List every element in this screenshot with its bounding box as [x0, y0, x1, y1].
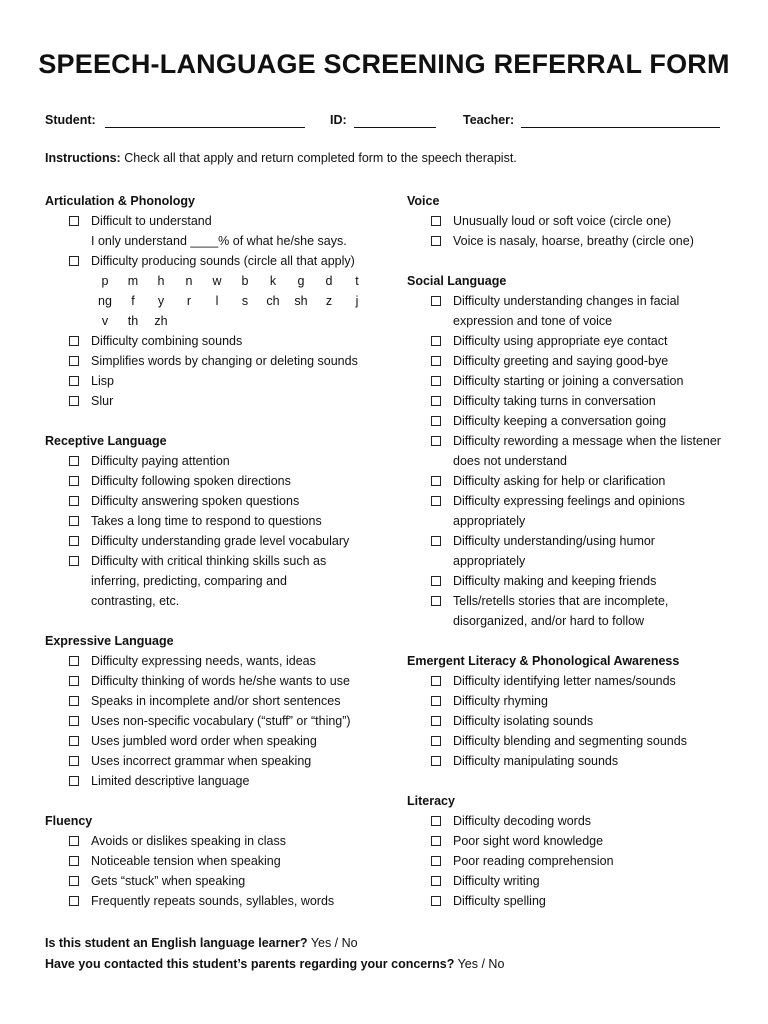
- checklist-item: [407, 291, 737, 331]
- sound-option[interactable]: v: [101, 314, 109, 328]
- teacher-label: Teacher:: [463, 113, 515, 127]
- item-label: Difficulty rewording a message when the listener does not understand: [453, 434, 721, 468]
- checkbox[interactable]: [69, 756, 79, 766]
- sounds-grid: [91, 271, 390, 331]
- item-label: Gets “stuck” when speaking: [91, 874, 246, 888]
- checklist-item: [407, 411, 737, 431]
- checklist-item: [407, 371, 737, 391]
- checklist-item: [45, 511, 390, 531]
- checkbox[interactable]: [431, 856, 441, 866]
- checkbox[interactable]: [431, 216, 441, 226]
- checklist-item: [45, 471, 390, 491]
- section-receptive-language: [45, 431, 390, 611]
- checklist-item: [45, 251, 390, 271]
- item-label: Poor reading comprehension: [453, 854, 614, 868]
- checklist-item: [45, 551, 390, 611]
- checkbox[interactable]: [69, 736, 79, 746]
- checkbox[interactable]: [431, 296, 441, 306]
- checkbox[interactable]: [431, 736, 441, 746]
- checkbox[interactable]: [431, 756, 441, 766]
- checklist-item: [407, 871, 737, 891]
- checklist-item: [407, 711, 737, 731]
- right-column: [407, 191, 737, 931]
- checklist-item: [45, 671, 390, 691]
- checkbox[interactable]: [431, 336, 441, 346]
- checkbox[interactable]: [69, 356, 79, 366]
- item-label: Noticeable tension when speaking: [91, 854, 281, 868]
- item-label: Lisp: [91, 374, 114, 388]
- item-label: Difficulty asking for help or clarification: [453, 474, 666, 488]
- checkbox[interactable]: [431, 876, 441, 886]
- item-label: Slur: [91, 394, 114, 408]
- section-heading: Voice: [407, 194, 440, 208]
- sound-option[interactable]: l: [215, 294, 219, 308]
- item-label: Difficulty making and keeping friends: [453, 574, 657, 588]
- item-label: Difficulty starting or joining a conversation: [453, 374, 684, 388]
- item-label: Difficulty answering spoken questions: [91, 494, 300, 508]
- sound-option[interactable]: g: [297, 274, 305, 288]
- section-heading: Articulation & Phonology: [45, 194, 195, 208]
- checklist-item: [45, 371, 390, 391]
- item-label: Uses jumbled word order when speaking: [91, 734, 317, 748]
- item-label: Difficulty isolating sounds: [453, 714, 594, 728]
- sound-option[interactable]: r: [186, 294, 192, 308]
- item-label: Tells/retells stories that are incomplete, disorganized, and/or hard to follow: [453, 594, 669, 628]
- item-label: Difficulty keeping a conversation going: [453, 414, 667, 428]
- item-label: Difficulty paying attention: [91, 454, 230, 468]
- item-label: Difficulty manipulating sounds: [453, 754, 619, 768]
- checklist-item: [407, 691, 737, 711]
- checklist-item: [407, 891, 737, 911]
- item-label: Avoids or dislikes speaking in class: [91, 834, 287, 848]
- checkbox[interactable]: [431, 416, 441, 426]
- item-label: Difficulty expressing feelings and opinions appropriately: [453, 494, 685, 528]
- sound-option[interactable]: p: [101, 274, 109, 288]
- id-label: ID:: [330, 113, 347, 127]
- item-label: Difficulty using appropriate eye contact: [453, 334, 668, 348]
- checkbox[interactable]: [431, 236, 441, 246]
- sound-option[interactable]: t: [355, 274, 359, 288]
- sound-option[interactable]: ng: [98, 294, 112, 308]
- question-ell: [45, 933, 504, 954]
- yes-no-answer[interactable]: Yes / No: [457, 957, 505, 971]
- question-parents-contacted: [45, 954, 504, 975]
- checklist-item: [45, 531, 390, 551]
- yes-no-answer[interactable]: Yes / No: [310, 936, 358, 950]
- checklist-item: [45, 651, 390, 671]
- checklist-item: [407, 531, 737, 571]
- understanding-percent-line: I only understand ____% of what he/she says.: [91, 234, 347, 248]
- checkbox[interactable]: [69, 656, 79, 666]
- item-label: Difficulty combining sounds: [91, 334, 243, 348]
- item-label: Difficulty decoding words: [453, 814, 592, 828]
- item-label: Difficulty understanding/using humor appropriately: [453, 534, 655, 568]
- item-label: Difficulty spelling: [453, 894, 546, 908]
- student-label: Student:: [45, 113, 96, 127]
- sounds-row: [91, 271, 390, 291]
- checkbox[interactable]: [69, 776, 79, 786]
- item-label: Difficulty greeting and saying good-bye: [453, 354, 669, 368]
- checkbox[interactable]: [431, 396, 441, 406]
- checkbox[interactable]: [69, 216, 79, 226]
- checkbox[interactable]: [69, 496, 79, 506]
- item-label: Limited descriptive language: [91, 774, 250, 788]
- checklist-item: [45, 351, 390, 371]
- checklist-item: [45, 711, 390, 731]
- sound-option[interactable]: sh: [294, 294, 308, 308]
- checklist-item: [407, 491, 737, 531]
- form-title: SPEECH-LANGUAGE SCREENING REFERRAL FORM: [38, 49, 730, 79]
- item-label: Difficulty understanding grade level vocabulary: [91, 534, 350, 548]
- section-heading: Social Language: [407, 274, 507, 288]
- item-label: Takes a long time to respond to questions: [91, 514, 322, 528]
- sound-option[interactable]: k: [269, 274, 277, 288]
- item-label: Uses non-specific vocabulary (“stuff” or “thing”): [91, 714, 351, 728]
- checklist-item: [45, 731, 390, 751]
- checklist-item: [45, 831, 390, 851]
- checklist-item: [407, 591, 737, 631]
- student-field[interactable]: [105, 127, 305, 128]
- sound-option[interactable]: th: [127, 314, 139, 328]
- checklist-item: [407, 851, 737, 871]
- checklist-item: [407, 431, 737, 471]
- item-label: Difficulty with critical thinking skills such as inferring, predicting, comparing and contrasting, etc.: [91, 554, 327, 608]
- instructions-text: Check all that apply and return completed form to the speech therapist.: [124, 151, 517, 165]
- section-fluency: [45, 811, 390, 911]
- checkbox[interactable]: [69, 256, 79, 266]
- sound-option[interactable]: b: [241, 274, 249, 288]
- checkbox[interactable]: [431, 716, 441, 726]
- section-heading: Expressive Language: [45, 634, 174, 648]
- checkbox[interactable]: [431, 356, 441, 366]
- item-label: Difficult to understand: [91, 214, 212, 228]
- section-expressive-language: [45, 631, 390, 791]
- id-field[interactable]: [354, 127, 436, 128]
- checkbox[interactable]: [431, 436, 441, 446]
- checklist-item: [45, 771, 390, 791]
- checklist-item: [407, 471, 737, 491]
- checkbox[interactable]: [69, 836, 79, 846]
- checkbox[interactable]: [69, 476, 79, 486]
- sound-option[interactable]: f: [131, 294, 135, 308]
- checklist-item: [407, 731, 737, 751]
- closing-questions: [45, 933, 504, 975]
- checkbox[interactable]: [431, 536, 441, 546]
- checkbox[interactable]: [431, 596, 441, 606]
- checklist-item: [45, 491, 390, 511]
- item-label: Uses incorrect grammar when speaking: [91, 754, 312, 768]
- sound-option[interactable]: j: [355, 294, 359, 308]
- section-literacy: [407, 791, 737, 911]
- checkbox[interactable]: [431, 676, 441, 686]
- section-heading: Emergent Literacy & Phonological Awareness: [407, 654, 680, 668]
- sounds-row: [91, 311, 390, 331]
- item-label: Difficulty understanding changes in facial expression and tone of voice: [453, 294, 680, 328]
- sound-option[interactable]: m: [127, 274, 139, 288]
- checklist-item: [407, 351, 737, 371]
- instructions: [45, 151, 517, 165]
- item-label: Simplifies words by changing or deleting sounds: [91, 354, 358, 368]
- checklist-item: [45, 891, 390, 911]
- checklist-item: [45, 391, 390, 411]
- sound-option[interactable]: ch: [266, 294, 280, 308]
- checklist-item: [407, 811, 737, 831]
- checkbox[interactable]: [431, 896, 441, 906]
- checklist-item: [407, 211, 737, 231]
- section-heading: Literacy: [407, 794, 455, 808]
- item-label: Difficulty identifying letter names/sounds: [453, 674, 676, 688]
- sound-option[interactable]: s: [241, 294, 249, 308]
- checkbox[interactable]: [431, 496, 441, 506]
- checklist-item: [407, 331, 737, 351]
- checklist-item: [407, 391, 737, 411]
- sounds-row: [91, 291, 390, 311]
- checkbox[interactable]: [69, 536, 79, 546]
- checklist-item: [45, 871, 390, 891]
- item-label: Difficulty taking turns in conversation: [453, 394, 656, 408]
- checklist-item: [407, 571, 737, 591]
- checkbox[interactable]: [69, 676, 79, 686]
- question-text: Have you contacted this student’s parents regarding your concerns?: [45, 957, 455, 971]
- checkbox[interactable]: [431, 816, 441, 826]
- item-label: Difficulty expressing needs, wants, ideas: [91, 654, 316, 668]
- checklist-item: [45, 331, 390, 351]
- section-heading: Receptive Language: [45, 434, 167, 448]
- checkbox[interactable]: [431, 376, 441, 386]
- checklist-item: [45, 691, 390, 711]
- item-label: Voice is nasaly, hoarse, breathy (circle one): [453, 234, 694, 248]
- sound-option[interactable]: zh: [154, 314, 168, 328]
- teacher-field[interactable]: [521, 127, 720, 128]
- sound-option[interactable]: h: [157, 274, 165, 288]
- checkbox[interactable]: [69, 336, 79, 346]
- checkbox[interactable]: [69, 876, 79, 886]
- item-label: Unusually loud or soft voice (circle one): [453, 214, 672, 228]
- item-label: Difficulty rhyming: [453, 694, 548, 708]
- checkbox[interactable]: [69, 716, 79, 726]
- section-voice: [407, 191, 737, 251]
- checklist-item: [45, 211, 390, 231]
- checkbox[interactable]: [69, 696, 79, 706]
- checkbox[interactable]: [69, 556, 79, 566]
- item-label: Difficulty writing: [453, 874, 540, 888]
- question-text: Is this student an English language learner?: [45, 936, 308, 950]
- checklist-item: [407, 231, 737, 251]
- sound-option[interactable]: y: [157, 294, 165, 308]
- item-label: Difficulty thinking of words he/she wants to use: [91, 674, 350, 688]
- item-label: Difficulty following spoken directions: [91, 474, 291, 488]
- checkbox[interactable]: [431, 836, 441, 846]
- section-social-language: [407, 271, 737, 631]
- checklist-item: [407, 671, 737, 691]
- sound-option[interactable]: d: [325, 274, 333, 288]
- item-label: Difficulty blending and segmenting sounds: [453, 734, 687, 748]
- checkbox[interactable]: [69, 856, 79, 866]
- left-column: [45, 191, 390, 931]
- checklist-item: [407, 831, 737, 851]
- section-articulation-phonology: [45, 191, 390, 411]
- item-label: Frequently repeats sounds, syllables, words: [91, 894, 335, 908]
- item-label: Poor sight word knowledge: [453, 834, 604, 848]
- sound-option[interactable]: z: [325, 294, 333, 308]
- checklist-item: [45, 851, 390, 871]
- instructions-label: Instructions:: [45, 151, 121, 165]
- checkbox[interactable]: [69, 376, 79, 386]
- checklist-item: [407, 751, 737, 771]
- checkbox[interactable]: [431, 476, 441, 486]
- checkbox[interactable]: [69, 456, 79, 466]
- item-label: Difficulty producing sounds (circle all that apply): [91, 254, 355, 268]
- section-heading: Fluency: [45, 814, 93, 828]
- checkbox[interactable]: [69, 516, 79, 526]
- sound-option[interactable]: n: [185, 274, 193, 288]
- checklist-item: [45, 451, 390, 471]
- item-label: Speaks in incomplete and/or short sentences: [91, 694, 341, 708]
- checkbox[interactable]: [69, 396, 79, 406]
- checkbox[interactable]: [431, 696, 441, 706]
- sound-option[interactable]: w: [212, 274, 222, 288]
- checklist-item: [45, 751, 390, 771]
- checkbox[interactable]: [69, 896, 79, 906]
- checkbox[interactable]: [431, 576, 441, 586]
- section-emergent-literacy: [407, 651, 737, 771]
